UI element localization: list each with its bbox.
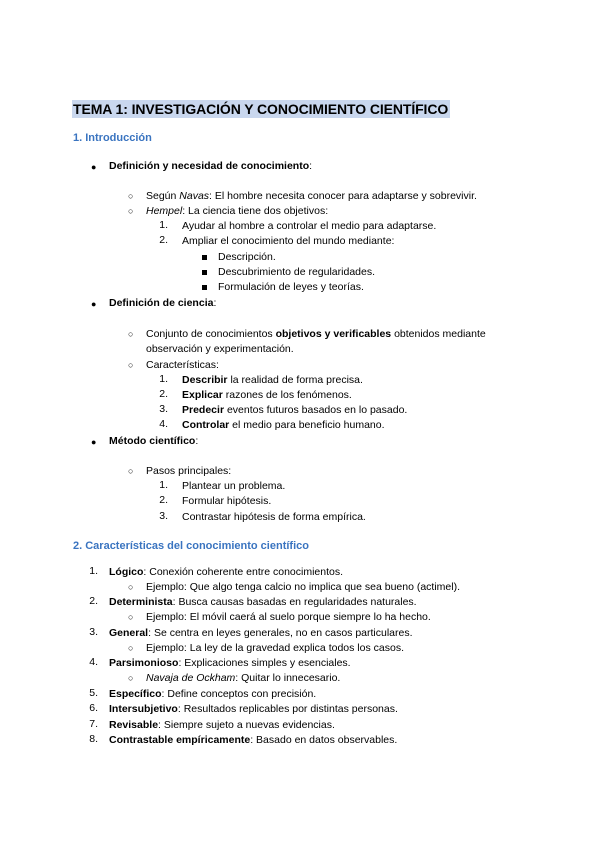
label: Definición y necesidad de conocimiento [109, 160, 310, 172]
list-item-def-ciencia [109, 296, 216, 310]
text: razones de los fenómenos. [222, 389, 352, 401]
circle-bullet-icon: ○ [128, 191, 134, 201]
text: Conjunto de conocimientos [146, 328, 276, 340]
text: : La ciencia tiene dos objetivos: [182, 205, 329, 217]
square-bullet-icon [202, 270, 207, 275]
list-item-sub-3: Formulación de leyes y teorías. [218, 281, 364, 293]
text: : Explicaciones simples y esenciales. [178, 657, 351, 669]
list-item-logico [109, 565, 343, 579]
list-item-especifico [109, 687, 316, 701]
text: : Busca causas basadas en regularidades naturales. [172, 596, 417, 608]
list-item-conjunto-cont: observación y experimentación. [146, 343, 294, 355]
list-number: 4. [159, 418, 168, 430]
list-item-paso-2: Formular hipótesis. [182, 495, 272, 507]
list-item-parsimonioso-ockham [146, 671, 340, 685]
list-item-sub-2: Descubrimiento de regularidades. [218, 266, 376, 278]
list-item-paso-3: Contrastar hipótesis de forma empírica. [182, 511, 366, 523]
list-item-objetivo-1: Ayudar al hombre a controlar el medio para adaptarse. [182, 220, 437, 232]
list-item-conjunto [146, 327, 486, 341]
label: Definición de ciencia [109, 297, 214, 309]
list-item-determinista-ejemplo: Ejemplo: El móvil caerá al suelo porque siempre lo ha hecho. [146, 611, 431, 623]
bold-text: General [109, 627, 149, 639]
list-item-revisable [109, 718, 335, 732]
square-bullet-icon [202, 255, 207, 260]
page-title: TEMA 1: INVESTIGACIÓN Y CONOCIMIENTO CIENTÍFICO [73, 101, 449, 117]
text: Según [146, 190, 180, 202]
bold-text: Específico [109, 688, 162, 700]
list-item-sub-1: Descripción. [218, 251, 276, 263]
bold-text: Contrastable empíricamente [109, 734, 251, 746]
list-number: 1. [159, 219, 168, 231]
text: : Quitar lo innecesario. [235, 672, 341, 684]
list-item-describir [182, 373, 363, 387]
list-item-hempel [146, 204, 328, 218]
list-item-def-conocimiento [109, 159, 312, 173]
text: : Basado en datos observables. [250, 734, 398, 746]
bold-text: Lógico [109, 566, 144, 578]
circle-bullet-icon: ○ [128, 360, 134, 370]
circle-bullet-icon: ○ [128, 206, 134, 216]
list-number: 8. [89, 733, 98, 745]
label: Método científico [109, 435, 196, 447]
text: : Resultados replicables por distintas personas. [177, 703, 398, 715]
bullet-icon: ● [91, 437, 97, 447]
text: obtenidos mediante [391, 328, 486, 340]
bold-text: Parsimonioso [109, 657, 179, 669]
list-item-general [109, 626, 413, 640]
circle-bullet-icon: ○ [128, 643, 134, 653]
circle-bullet-icon: ○ [128, 612, 134, 622]
bold-text: Explicar [182, 389, 223, 401]
circle-bullet-icon: ○ [128, 466, 134, 476]
text: la realidad de forma precisa. [227, 374, 363, 386]
list-item-determinista [109, 595, 417, 609]
section-heading-introduccion: 1. Introducción [73, 132, 152, 144]
list-item-navas [146, 189, 477, 203]
list-number: 4. [89, 656, 98, 668]
bold-text: Controlar [182, 419, 230, 431]
list-number: 3. [159, 510, 168, 522]
bold-text: objetivos y verificables [275, 328, 392, 340]
circle-bullet-icon: ○ [128, 673, 134, 683]
bold-text: Revisable [109, 719, 159, 731]
bold-text: Describir [182, 374, 228, 386]
list-item-general-ejemplo: Ejemplo: La ley de la gravedad explica todos los casos. [146, 642, 404, 654]
list-number: 5. [89, 687, 98, 699]
list-item-predecir [182, 403, 407, 417]
suffix: : [309, 160, 313, 172]
list-item-controlar [182, 418, 385, 432]
text: : Siempre sujeto a nuevas evidencias. [158, 719, 335, 731]
bullet-icon: ● [91, 299, 97, 309]
text: : Conexión coherente entre conocimientos. [143, 566, 344, 578]
text: el medio para beneficio humano. [229, 419, 385, 431]
list-number: 2. [159, 388, 168, 400]
square-bullet-icon [202, 285, 207, 290]
text: : Define conceptos con precisión. [161, 688, 317, 700]
list-number: 2. [159, 494, 168, 506]
list-item-metodo [109, 434, 198, 448]
author-name: Navas [179, 190, 210, 202]
list-item-paso-1: Plantear un problema. [182, 480, 286, 492]
list-number: 6. [89, 702, 98, 714]
list-number: 1. [89, 565, 98, 577]
list-number: 1. [159, 479, 168, 491]
text: eventos futuros basados en lo pasado. [224, 404, 408, 416]
list-item-contrastable [109, 733, 397, 747]
list-item-intersubjetivo [109, 702, 398, 716]
list-item-caracteristicas: Características: [146, 359, 219, 371]
list-number: 2. [89, 595, 98, 607]
italic-text: Navaja de Ockham [146, 672, 236, 684]
list-item-pasos: Pasos principales: [146, 465, 232, 477]
list-item-explicar [182, 388, 352, 402]
circle-bullet-icon: ○ [128, 582, 134, 592]
text: : El hombre necesita conocer para adaptarse y sobrevivir. [209, 190, 477, 202]
section-heading-caracteristicas: 2. Características del conocimiento científico [73, 540, 309, 552]
bold-text: Intersubjetivo [109, 703, 178, 715]
list-item-objetivo-2: Ampliar el conocimiento del mundo mediante: [182, 235, 395, 247]
author-name: Hempel [146, 205, 183, 217]
bullet-icon: ● [91, 162, 97, 172]
list-item-parsimonioso [109, 656, 351, 670]
suffix: : [195, 435, 199, 447]
list-number: 3. [159, 403, 168, 415]
list-number: 1. [159, 373, 168, 385]
list-number: 2. [159, 234, 168, 246]
suffix: : [213, 297, 217, 309]
list-item-logico-ejemplo: Ejemplo: Que algo tenga calcio no implica que sea bueno (actimel). [146, 581, 461, 593]
circle-bullet-icon: ○ [128, 329, 134, 339]
list-number: 3. [89, 626, 98, 638]
list-number: 7. [89, 718, 98, 730]
bold-text: Predecir [182, 404, 225, 416]
bold-text: Determinista [109, 596, 173, 608]
text: : Se centra en leyes generales, no en casos particulares. [148, 627, 413, 639]
